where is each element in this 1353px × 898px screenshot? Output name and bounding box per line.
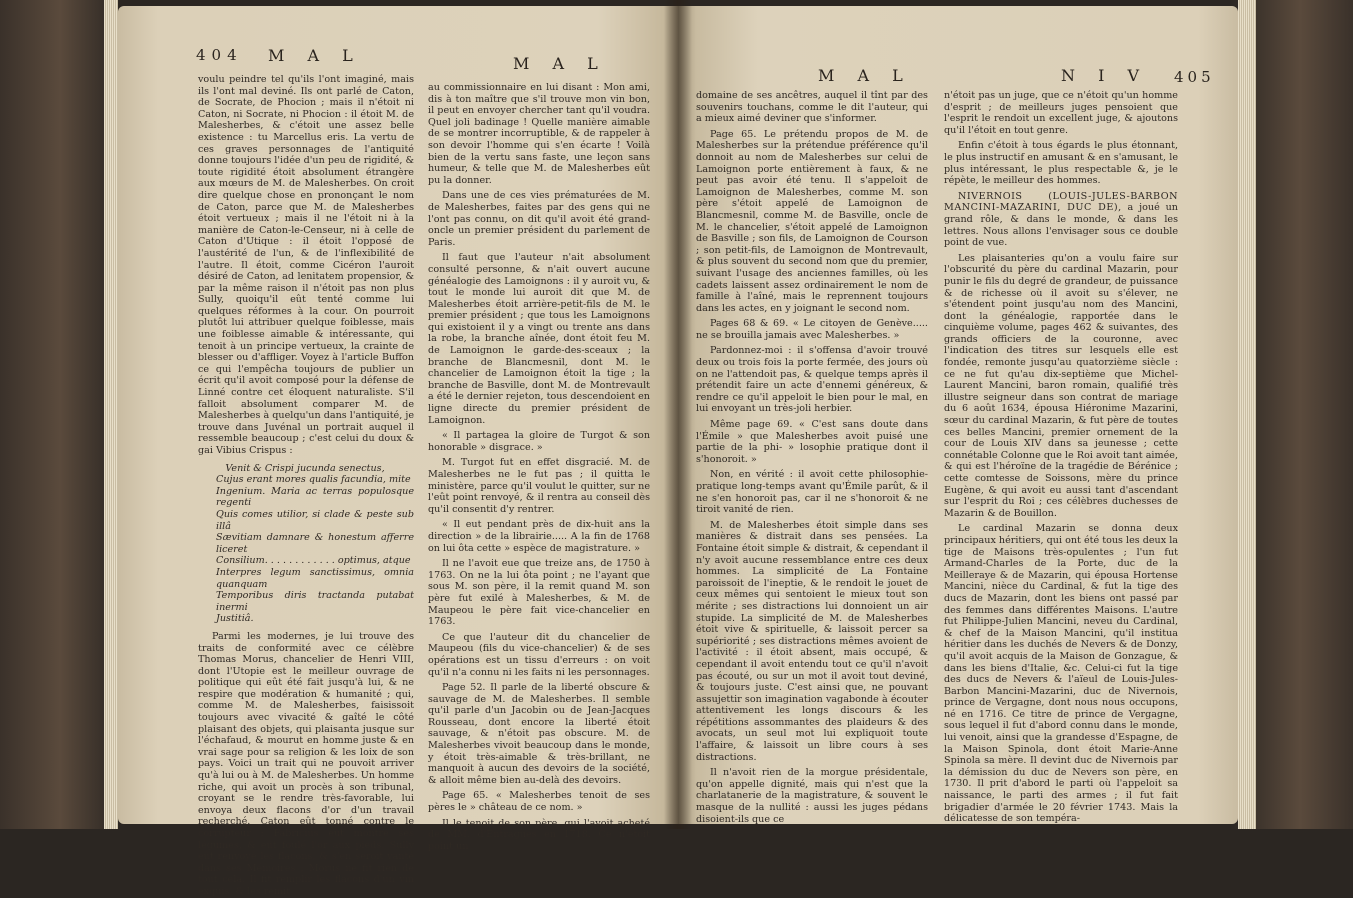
- verse-line: Ingenium. Maria ac terras populosque regenti: [216, 485, 414, 509]
- paragraph: M. de Malesherbes étoit simple dans ses manières & distrait dans ses pensées. La Fontaine étoit simple & distrait, & cependant il n'y avoit aucune ressemblance entre ces deux hommes. La simplicité de La Fontaine paroissoit de l'ineptie, & le rendoit le jouet de ceux mêmes qui sentoient le mieux tout son mérite ; ses distractions lui donnoient un air stupide. La simplicité de M. de Malesherbes étoit vive & spirituelle, & laissoit percer sa supériorité ; ses distractions mêmes avoient de l'activité : il étoit absent, mais occupé, & cependant il avoit entendu tout ce qu'il n'avoit pas écouté, ou sur un mot il avoit tout deviné, & toujours juste. C'est ainsi que, ne pouvant assujettir son imagination vagabonde à écouter attentivement les longs discours & les répétitions assommantes des plaideurs & des avocats, un seul mot lui expliquoit toute l'affaire, & laissoit un libre cours à ses distractions.: [696, 519, 928, 763]
- book-gutter: [664, 0, 692, 829]
- right-page-edges: [1238, 0, 1256, 829]
- right-column-1: [696, 90, 928, 825]
- paragraph: Il faut que l'auteur n'ait absolument consulté personne, & n'ait ouvert aucune généalogie des Lamoignons : il y auroit vu, & tout le monde lui auroit dit que M. de Malesherbes étoit arrière-petit-fils de M. le premier président ; que tous les Lamoignons qui existoient il y a vingt ou trente ans dans la robe, la branche aînée, dont étoit feu M. de Lamoignon le garde-des-sceaux ; la branche de Blancmesnil, dont M. le chancelier de Lamoignon étoit la tige ; la branche de Basville, dont M. de Montrevault a été le dernier rejeton, tous descendoient en ligne directe du premier président de Lamoignon.: [428, 252, 650, 426]
- paragraph: Il le tenoit de son père, qui l'avoit acheté de MM. d'Entragues en 1718. Ce n'étoit point un: [428, 817, 650, 852]
- entry-heading: NIVERNOIS (LOUIS-JULES-BARBON MANCINI-MAZARINI, DUC DE),: [944, 190, 1178, 214]
- left-page-edges: [104, 0, 118, 829]
- left-column-2: [428, 82, 650, 852]
- paragraph: Page 65. « Malesherbes tenoit de ses pères le » château de ce nom. »: [428, 790, 650, 814]
- paragraph: Même page 69. « C'est sans doute dans l'Émile » que Malesherbes avoit puisé une partie de la phi- » losophie pratique dont il s'honoroit. »: [696, 419, 928, 465]
- paragraph: au commissionnaire en lui disant : Mon ami, dis à ton maître que s'il trouve mon vin bon, il peut en envoyer chercher tant qu'il voudra. Quel joli badinage ! Quelle manière aimable de se montrer incorruptible, & de rappeler à son devoir l'homme qui s'en écarte ! Voilà bien de la vertu sans faste, une leçon sans humeur, & telle que M. de Malesherbes eût pu la donner.: [428, 82, 650, 186]
- verse-line: Quis comes utilior, si clade & peste sub illâ: [216, 508, 414, 532]
- verse-line: Temporibus diris tractanda putabat inermi: [216, 590, 414, 613]
- verse-line: Sævitiam damnare & honestum afferre liceret: [216, 532, 414, 555]
- running-head-left: M A L: [818, 66, 912, 85]
- paragraph: Non, en vérité : il avoit cette philosophie-pratique long-temps avant qu'Émile parût, & il ne s'en honoroit pas, car il ne s'honoroit & ne tiroit vanité de rien.: [696, 469, 928, 516]
- paragraph: Page 52. Il parle de la liberté obscure & sauvage de M. de Malesherbes. Il semble qu'il parle d'un Jacobin ou de Jean-Jacques Rousseau, dont encore la liberté étoit sauvage, & n'étoit pas obscure. M. de Malesherbes vivoit beaucoup dans le monde, y étoit très-aimable & très-brillant, ne manquoit à aucun des devoirs de la société, & alloit même bien au-delà des devoirs.: [428, 682, 650, 786]
- page-number-right: 405: [1174, 68, 1215, 86]
- paragraph: Pardonnez-moi : il s'offensa d'avoir trouvé deux ou trois fois la porte fermée, des jours où on ne l'attendoit pas, & quelque temps après il prétendit faire un acte d'ennemi généreux, & rendre ce qu'il appeloit le bien pour le mal, en lui envoyant un très-joli herbier.: [696, 345, 928, 415]
- paragraph: Parmi les modernes, je lui trouve des traits de conformité avec ce célèbre Thomas Morus, chancelier de Henri VIII, dont l'Utopie est le meilleur ouvrage de politique qui eût été fait jusqu'à lui, & ne respire que modération & humanité ; qui, comme M. de Malesherbes, faisissoit toujours avec vivacité & gaîté le côté plaisant des objets, qui plaisanta jusque sur l'échafaud, & mourut en homme juste & en vrai sage pour sa religion & les loix de son pays. Voici un trait qui ne pouvoit arriver qu'à lui ou à M. de Malesherbes. Un homme riche, qui avoit un procès à son tribunal, croyant se le rendre très-favorable, lui envoya deux flacons d'or d'un travail recherché. Caton eût tonné contre le corrupteur ; Fabricius eût montré ses légumes, & eût foulé l'or aux pieds. Sully eût renvoyé les flacons, & s'en seroit vanté dans ses Mémoires ; Morus ne fit rien de tout cela. Il fit remplir les flacons d'un vin exquis, & les remit: [198, 630, 414, 897]
- verse-line: Interpres legum sanctissimus, omnia quanquam: [216, 566, 414, 590]
- running-head-right: N I V: [1061, 66, 1149, 85]
- paragraph: Ce que l'auteur dit du chancelier de Maupeou (fils du vice-chancelier) & de ses opérations est un tissu d'erreurs : on voit qu'il n'a connu ni les faits ni les personnages.: [428, 631, 650, 678]
- entry-text: a joué un grand rôle, & dans le monde, & dans les lettres. Nous allons l'envisager sous ce double point de vue.: [944, 202, 1178, 249]
- paragraph: M. Turgot fut en effet disgracié. M. de Malesherbes ne le fut pas ; il quitta le ministère, parce qu'il voulut le quitter, sur ne l'eût point renvoyé, & il rentra au conseil dès qu'il consentit d'y rentrer.: [428, 457, 650, 515]
- paragraph: Les plaisanteries qu'on a voulu faire sur l'obscurité du père du cardinal Mazarin, pour punir le fils du degré de grandeur, de puissance & de richesse où il avoit su s'élever, ne s'étendent point jusqu'au nom des Mancini, dont la généalogie, rapportée dans le cinquième volume, pages 462 & suivantes, des grands officiers de la couronne, avec l'indication des titres sur lesquels elle est fondée, remonte jusqu'au quatorzième siècle : ce ne fut qu'au dix-septième que Michel-Laurent Mancini, baron romain, qualifié très illustre seigneur dans son contrat de mariage du 6 août 1634, épousa Hiéronime Mazarini, sœur du cardinal Mazarin, & fut père de toutes ces belles Mancini, premier ornement de la cour de Louis XIV dans sa jeunesse ; cette connétable Colonne que le Roi avoit tant aimée, & qui est l'héroïne de la tragédie de Bérénice ; cette comtesse de Soissons, mère du prince Eugène, & qui avoit eu aussi tant d'ascendant sur l'esprit du Roi ; ces célèbres duchesses de Mazarin & de Bouillon.: [944, 252, 1178, 519]
- running-head-center: M A L: [513, 54, 607, 73]
- paragraph: « Il partagea la gloire de Turgot & son honorable » disgrace. »: [428, 430, 650, 453]
- entry-heading-paragraph: [944, 191, 1178, 249]
- paragraph: « Il eut pendant près de dix-huit ans la direction » de la librairie..... A la fin de 1768 on lui ôta cette » espèce de magistrature. »: [428, 519, 650, 554]
- paragraph: voulu peindre tel qu'ils l'ont imaginé, mais ils l'ont mal deviné. Ils ont parlé de Caton, de Socrate, de Phocion ; mais il n'étoit ni Caton, ni Socrate, ni Phocion : il étoit M. de Malesherbes, & c'étoit une assez belle existence : tu Marcellus eris. La vertu de ces graves personnages de l'antiquité donne toujours l'idée d'un peu de rigidité, & toute rigidité étoit absolument étrangère aux mœurs de M. de Malesherbes. On croit dire quelque chose en prononçant le nom de Caton, parce que M. de Malesherbes étoit vertueux ; mais il ne l'étoit ni à la manière de Caton-le-Censeur, ni à celle de Caton d'Utique : il étoit l'opposé de l'austérité de l'un, & de l'inflexibilité de l'autre. Il étoit, comme Cicéron l'auroit désiré de Caton, ad lenitatem propensior, & par la même raison il n'étoit pas non plus Sully, quoiqu'il eût tenté comme lui quelques réformes à la cour. On pourroit plutôt lui attribuer quelque foiblesse, mais une foiblesse aimable & intéressante, qui tenoit à un principe vertueux, la crainte de blesser ou d'affliger. Voyez à l'article Buffon ce qui l'empêcha toujours de publier un écrit qu'il avoit composé pour la défense de Linné contre cet éloquent naturaliste. S'il falloit absolument comparer M. de Malesherbes à quelqu'un dans l'antiquité, je trouve dans Juvénal un portrait auquel il ressemble beaucoup ; c'est celui du doux & gai Vibius Crispus :: [198, 74, 414, 456]
- latin-verse: [198, 463, 414, 625]
- paragraph: Il n'avoit rien de la morgue présidentale, qu'on appelle dignité, mais qui n'est que la charlatanerie de la magistrature, & souvent le masque de la nullité : aussi les juges pédans disoient-ils que ce: [696, 767, 928, 825]
- paragraph: domaine de ses ancêtres, auquel il tînt par des souvenirs touchans, comme le dit l'auteur, qui a mieux aimé deviner que s'informer.: [696, 90, 928, 125]
- paragraph: Le cardinal Mazarin se donna deux principaux héritiers, qui ont été tous les deux la tige de Maisons très-opulentes ; l'un fut Armand-Charles de la Porte, duc de la Meilleraye & de Mazarin, qui épousa Hortense Mancini, nièce du Cardinal, & fut la tige des ducs de Mazarin, dont les biens ont passé par des femmes dans différentes Maisons. L'autre fut Philippe-Julien Mancini, neveu du Cardinal, & chef de la Maison Mancini, qu'il institua héritier dans les duchés de Nevers & de Donzy, qu'il avoit acquis de la Maison de Gonzague, & dans les biens d'Italie, &c. Celui-ci fut la tige des ducs de Nevers & l'aïeul de Louis-Jules-Barbon Mancini-Mazarini, duc de Nivernois, prince de Vergagne, dont nous nous occupons, né en 1716. Ce titre de prince de Vergagne, sous lequel il fut d'abord connu dans le monde, lui venoit, ainsi que la grandesse d'Espagne, de la Maison Spinola, dont étoit Marie-Anne Spinola sa mère. Il devint duc de Nivernois par la démission du duc de Nevers son père, en 1730. Il prit d'abord le parti où l'appeloit sa naissance, le parti des armes ; il fut fait brigadier d'armée le 20 février 1743. Mais la délicatesse de son tempéra-: [944, 523, 1178, 825]
- verse-line: Venit & Crispi jucunda senectus,: [225, 462, 385, 474]
- paragraph: Enfin c'étoit à tous égards le plus étonnant, le plus instructif en amusant & en s'amusant, le plus intéressant, le plus respectable &, je le répète, le meilleur des hommes.: [944, 140, 1178, 187]
- running-head-left: M A L: [268, 46, 362, 65]
- paragraph: Page 65. Le prétendu propos de M. de Malesherbes sur la prétendue préférence qu'il donnoit au nom de Malesherbes sur celui de Lamoignon porte entièrement à faux, & ne peut pas avoir été tenu. Il s'appeloit de Lamoignon de Malesherbes, comme M. son père s'étoit appelé de Lamoignon de Blancmesnil, comme M. de Basville, oncle de M. le chancelier, s'étoit appelé de Lamoignon de Basville ; son fils, de Lamoignon de Courson ; son petit-fils, de Lamoignon de Montrevault, & plus souvent du second nom que du premier, suivant l'usage des anciennes familles, où les cadets laissent assez ordinairement le nom de famille à l'aîné, mais le reprennent toujours dans les actes, en y joignant le second nom.: [696, 128, 928, 314]
- paragraph: Dans une de ces vies prématurées de M. de Malesherbes, faites par des gens qui ne l'ont pas connu, on dit qu'il avoit été grand-oncle un premier président du parlement de Paris.: [428, 190, 650, 248]
- verse-line: Cujus erant mores qualis facundia, mite: [216, 474, 411, 486]
- right-column-2: [944, 90, 1178, 825]
- verse-line: Consilium. . . . . . . . . . . . optimus, atque: [216, 555, 411, 567]
- paragraph: Pages 68 & 69. « Le citoyen de Genève..... ne se brouilla jamais avec Malesherbes. »: [696, 318, 928, 341]
- left-page: [118, 6, 678, 897]
- paragraph: Il ne l'avoit eue que treize ans, de 1750 à 1763. On ne la lui ôta point ; ne l'ayant que sous M. son père, il la remit quand M. son père fut exilé à Malesherbes, & M. de Maupeou le père fait vice-chancelier en 1763.: [428, 558, 650, 628]
- verse-line: Justitiâ.: [216, 613, 254, 625]
- left-column-1: [198, 74, 414, 897]
- right-page: [678, 6, 1238, 824]
- paragraph: n'étoit pas un juge, que ce n'étoit qu'un homme d'esprit ; de meilleurs juges pensoient que l'esprit le rendoit un excellent juge, & ajoutons qu'il l'étoit en tout genre.: [944, 90, 1178, 136]
- page-number-left: 404: [196, 46, 243, 64]
